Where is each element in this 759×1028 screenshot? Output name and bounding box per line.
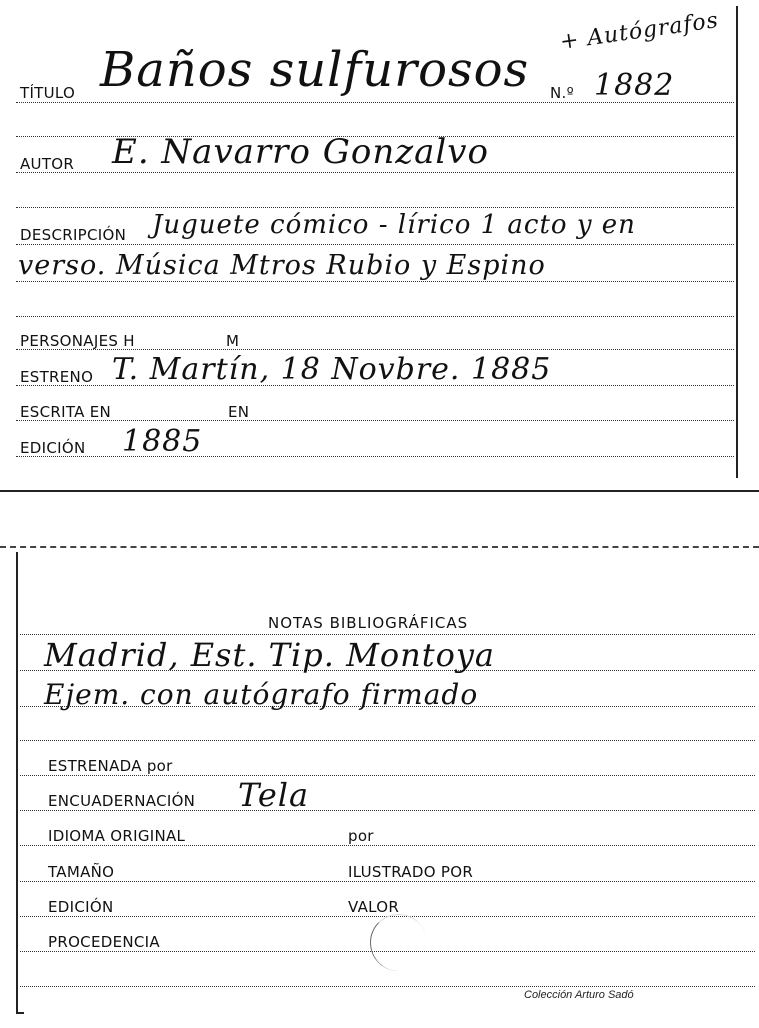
coleccion-stamp: Colección Arturo Sadó (524, 989, 634, 1001)
rule-encuadernacion (20, 810, 755, 811)
descripcion-label: DESCRIPCIÓN (20, 226, 127, 244)
notas-line1: Madrid, Est. Tip. Montoya (44, 636, 495, 674)
escrita-label: ESCRITA EN (20, 403, 112, 421)
autografos-note: + Autógrafos (558, 7, 721, 56)
estreno-label: ESTRENO (20, 368, 94, 386)
autor-value: E. Navarro Gonzalvo (112, 132, 489, 172)
encuadernacion-label: ENCUADERNACIÓN (48, 792, 196, 810)
punch-hole (370, 914, 427, 971)
card-corner-mark (16, 1012, 24, 1014)
descripcion-value-line1: Juguete cómico - lírico 1 acto y en (152, 210, 636, 240)
procedencia-label: PROCEDENCIA (48, 933, 160, 951)
card-right-edge (736, 6, 738, 478)
rule-estrenada (20, 775, 755, 776)
titulo-value: Baños sulfurosos (100, 42, 530, 98)
encuadernacion-value: Tela (238, 776, 310, 814)
numero-value: 1882 (594, 68, 675, 103)
card-left-edge (16, 552, 18, 1012)
rule-escrita (16, 420, 734, 421)
card-top-edge (0, 546, 759, 548)
personajes-label: PERSONAJES H (20, 332, 135, 350)
catalog-card-bottom (0, 540, 759, 1028)
rule-final (20, 986, 755, 987)
rule-blank-3 (16, 316, 734, 317)
edicion-label: EDICIÓN (20, 439, 86, 457)
rule-notas (20, 634, 755, 635)
titulo-label: TÍTULO (20, 84, 76, 102)
rule-blank (20, 740, 755, 741)
autor-label: AUTOR (20, 155, 75, 173)
ilustrado-label: ILUSTRADO POR (348, 863, 474, 881)
personajes-m-label: M (226, 332, 240, 350)
card-bottom-edge (0, 490, 759, 492)
rule-descripcion-2 (16, 281, 734, 282)
rule-tamano (20, 881, 755, 882)
estreno-value: T. Martín, 18 Novbre. 1885 (112, 352, 552, 387)
descripcion-value-line2: verso. Música Mtros Rubio y Espino (18, 250, 546, 281)
estrenada-label: ESTRENADA por (48, 757, 173, 775)
catalog-card-top (0, 0, 759, 494)
notas-line2: Ejem. con autógrafo firmado (44, 678, 479, 711)
numero-label: N.º (550, 84, 574, 102)
rule-descripcion (16, 244, 734, 245)
rule-autor (16, 172, 734, 173)
valor-label: VALOR (348, 898, 400, 916)
rule-idioma (20, 845, 755, 846)
escrita-en-label: EN (228, 403, 250, 421)
rule-blank-2 (16, 207, 734, 208)
idioma-label: IDIOMA ORIGINAL (48, 827, 186, 845)
por-label: por (348, 827, 374, 845)
tamano-label: TAMAÑO (48, 863, 115, 881)
notas-heading: NOTAS BIBLIOGRÁFICAS (268, 614, 469, 632)
edicion-label-bottom: EDICIÓN (48, 898, 114, 916)
edicion-value: 1885 (122, 424, 203, 459)
